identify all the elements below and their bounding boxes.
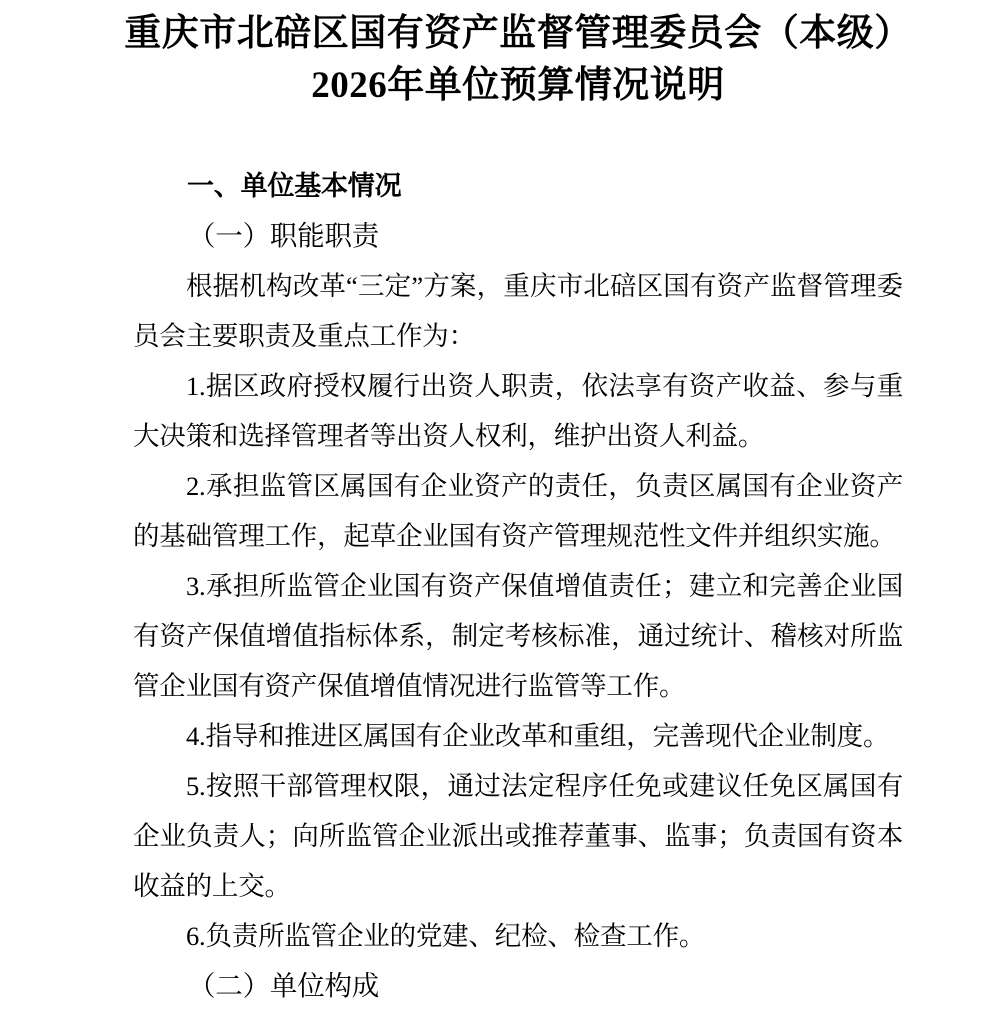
paragraph-duty-2: 2.承担监管区属国有企业资产的责任，负责区属国有企业资产的基础管理工作，起草企业国有资产管理规范性文件并组织实施。 [133, 471, 903, 551]
paragraph-duty-5: 5.按照干部管理权限，通过法定程序任免或建议任免区属国有企业负责人；向所监管企业派出或推荐董事、监事；负责国有资本收益的上交。 [133, 771, 903, 901]
subsection-heading-duties: （一）职能职责 [188, 220, 380, 251]
paragraph-duty-4: 4.指导和推进区属国有企业改革和重组，完善现代企业制度。 [186, 721, 890, 751]
subsection-heading-composition: （二）单位构成 [188, 970, 380, 1001]
document-title [113, 8, 923, 112]
paragraph-intro: 根据机构改革“三定”方案，重庆市北碚区国有资产监督管理委员会主要职责及重点工作为： [133, 271, 903, 351]
document-content [133, 161, 903, 1011]
document-title-line1: 重庆市北碚区国有资产监督管理委员会（本级） [124, 13, 912, 54]
paragraph-duty-3: 3.承担所监管企业国有资产保值增值责任；建立和完善企业国有资产保值增值指标体系，制定考核标准，通过统计、稽核对所监管企业国有资产保值增值情况进行监管等工作。 [133, 571, 903, 701]
paragraph-duty-1: 1.据区政府授权履行出资人职责，依法享有资产收益、参与重大决策和选择管理者等出资人权利，维护出资人利益。 [133, 371, 903, 451]
document-title-line2: 2026年单位预算情况说明 [311, 65, 725, 106]
paragraph-duty-6: 6.负责所监管企业的党建、纪检、检查工作。 [186, 921, 706, 951]
section-heading-basic-info: 一、单位基本情况 [187, 171, 402, 201]
